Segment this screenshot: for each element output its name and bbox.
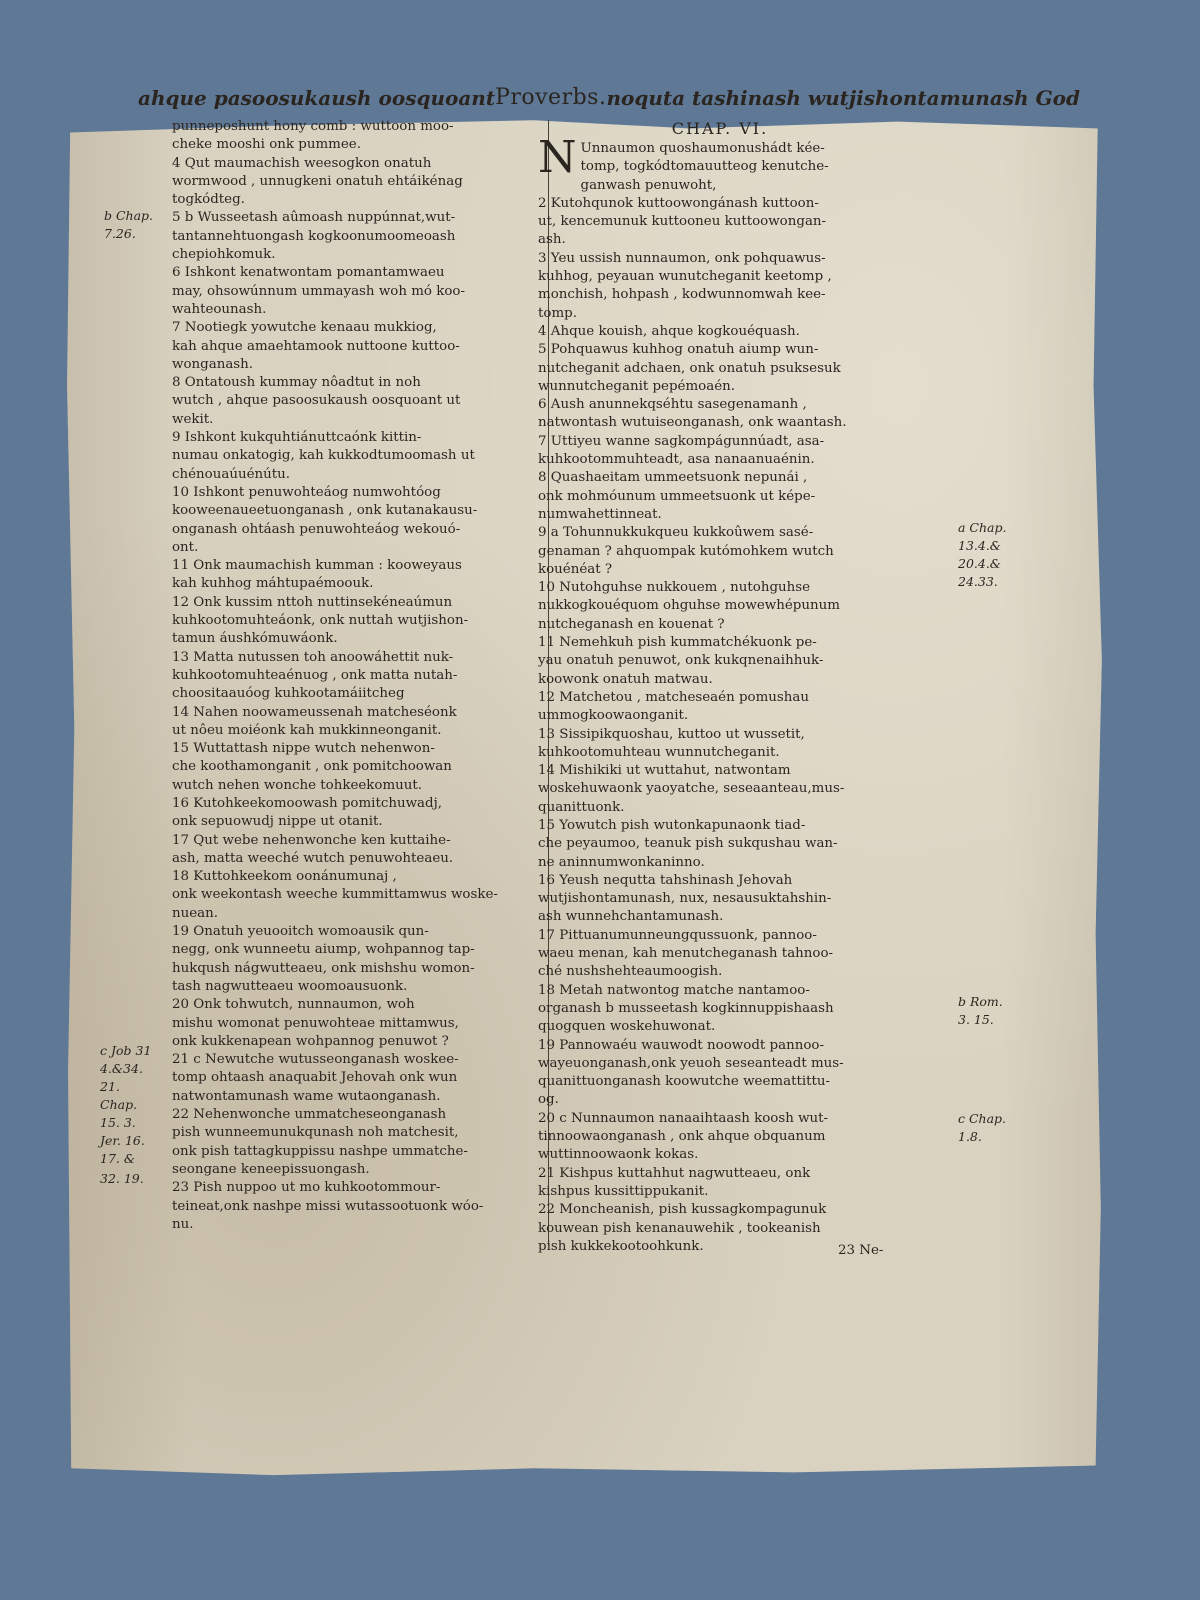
text-line: 7 Nootiegk yowutche kenaau mukkiog, [172,320,437,336]
text-line: 11 Onk maumachish kumman : kooweyaus [172,558,462,574]
text-line: tash nagwutteaeu woomoausuonk. [172,978,408,994]
text-line: 15 Wuttattash nippe wutch nehenwon- [172,741,435,757]
text-line: onk kukkenapean wohpannog penuwot ? [172,1033,449,1049]
text-line: natwontamunash wame wutaonganash. [172,1088,441,1104]
margin-note: 21. [100,1079,120,1094]
margin-note: 13.4.& [958,538,1001,553]
text-line: numau onkatogig, kah kukkodtumoomash ut [172,448,475,464]
text-line: 4 Ahque kouish, ahque kogkouéquash. [538,323,800,339]
text-line: punneposhunt hony comb : wuttoon moo- [172,119,454,134]
text-line: 19 Onatuh yeuooitch womoausik qun- [172,924,429,940]
text-line: woskehuwaonk yaoyatche, seseaanteau,mus- [538,781,845,797]
text-line: ash wunnehchantamunash. [538,909,724,925]
header-book-title: Proverbs. [495,85,607,110]
text-line: natwontash wutuiseonganash, onk waantash. [538,415,847,431]
text-line: kooweenaueetuonganash , onk kutanakausu- [172,503,478,519]
margin-note: c Job 31 [100,1043,152,1058]
text-line: kuhkootomuhteau wunnutcheganit. [538,744,780,760]
running-header [138,78,1080,110]
text-line: negg, onk wunneetu aiump, wohpannog tap- [172,942,475,958]
text-line: koowonk onatuh matwau. [538,671,713,687]
text-line: cheke mooshi onk pummee. [172,137,361,153]
text-line: wuttinnoowaonk kokas. [538,1147,699,1163]
text-line: 21 c Newutche wutusseonganash woskee- [172,1052,459,1068]
text-line: 8 Ontatoush kummay nôadtut in noh [172,375,421,391]
text-line: 21 Kishpus kuttahhut nagwutteaeu, onk [538,1165,811,1181]
text-line: seongane keneepissuongash. [172,1161,370,1177]
text-line: ummogkoowaonganit. [538,708,689,724]
margin-note: 3. 15. [958,1012,994,1027]
text-line: togkódteg. [172,192,245,208]
text-line: 5 Pohquawus kuhhog onatuh aiump wun- [538,342,819,358]
text-line: nutcheganash en kouenat ? [538,616,725,632]
text-line: nutcheganit adchaen, onk onatuh psuksesuk [538,360,841,376]
text-line: 17 Pittuanumunneungqussuonk, pannoo- [538,927,817,943]
text-line: onk sepuowudj nippe ut otanit. [172,814,383,830]
text-line-content: Unnaumon quoshaumonushádt kée- [580,141,825,156]
left-column [172,118,538,1234]
text-line: ash. [538,232,566,248]
text-line: tamun áushkómuwáonk. [172,631,338,647]
header-right: noquta tashinash wutjishontamunash God [606,86,1080,110]
drop-cap: N [538,132,577,183]
text-line: 14 Mishikiki ut wuttahut, natwontam [538,763,791,779]
margin-note: Chap. [100,1097,138,1112]
text-line: nu. [172,1216,194,1232]
text-line: 17 Qut webe nehenwonche ken kuttaihe- [172,832,451,848]
text-line: may, ohsowúnnum ummayash woh mó koo- [172,283,465,299]
text-line: 7 Uttiyeu wanne sagkompágunnúadt, asa- [538,433,825,449]
text-line: kouwean pish kenanauwehik , tookeanish [538,1220,821,1236]
text-line: kuhhog, peyauan wunutcheganit keetomp , [538,269,832,285]
text-line: onk mohmóunum ummeetsuonk ut képe- [538,488,816,504]
text-line: 8 Quashaeitam ummeetsuonk nepunái , [538,470,808,486]
text-line: pish wunneemunukqunash noh matchesit, [172,1125,459,1141]
margin-note: b Chap. [104,208,154,223]
text-line: 6 Ishkont kenatwontam pomantamwaeu [172,265,445,281]
text-line: 3 Yeu ussish nunnaumon, onk pohquawus- [538,250,826,266]
margin-note: 7.26. [104,226,136,241]
text-line: 15 Yowutch pish wutonkapunaonk tiad- [538,817,806,833]
text-line: ne aninnumwonkaninno. [538,854,705,870]
text-line: kuhkootomuhteaénuog , onk matta nutah- [172,667,458,683]
text-line: teineat,onk nashpe missi wutassootuonk wóo- [172,1198,484,1214]
text-line: hukqush nágwutteaeu, onk mishshu womon- [172,960,475,976]
text-line: ché nushshehteaumoogish. [538,964,723,980]
text-line: ont. [172,539,199,555]
text-line: kuhkootommuhteadt, asa nanaanuaénin. [538,452,815,468]
text-line: 10 Ishkont penuwohteáog numwohtóog [172,484,441,500]
margin-note: 32. 19. [100,1171,144,1186]
text-line: ut nôeu moiéonk kah mukkinneonganit. [172,722,442,738]
text-line: yau onatuh penuwot, onk kukqnenaihhuk- [538,653,824,669]
text-line: 16 Yeush nequtta tahshinash Jehovah [538,872,793,888]
margin-note: 4.&34. [100,1061,143,1076]
text-line: 4 Qut maumachish weesogkon onatuh [172,155,432,171]
text-line: waeu menan, kah menutcheganash tahnoo- [538,946,834,962]
margin-note: a Chap. [958,520,1007,535]
text-line: 14 Nahen noowameussenah matcheséonk [172,704,457,720]
text-line: tantannehtuongash kogkoonumoomeoash [172,228,456,244]
margin-note: Jer. 16. [100,1133,145,1148]
text-line: 22 Nehenwonche ummatcheseonganash [172,1107,447,1123]
text-line: ut, kencemunuk kuttooneu kuttoowongan- [538,214,827,230]
text-line: wayeuonganash,onk yeuoh seseanteadt mus- [538,1055,844,1071]
text-line: quogquen woskehuwonat. [538,1019,716,1035]
right-column [538,118,902,1256]
text-line: choositaauóog kuhkootamáiitcheg [172,686,405,702]
margin-note: 24.33. [958,574,998,589]
text-line: wekit. [172,411,214,427]
text-line: onk pish tattagkuppissu nashpe ummatche- [172,1143,468,1159]
text-line: nukkogkouéquom ohguhse mowewhépunum [538,598,840,614]
text-line: kah ahque amaehtamook nuttoone kuttoo- [172,338,460,354]
text-line: quanittuonk. [538,799,625,815]
text-line: monchish, hohpash , kodwunnomwah kee- [538,287,826,303]
text-line: pish kukkekootoohkunk. [538,1238,704,1254]
text-line: chénouaúuénútu. [172,466,291,482]
text-line: wunnutcheganit pepémoaén. [538,378,736,394]
text-line: 12 Matchetou , matcheseaén pomushau [538,689,810,705]
text-line: onk weekontash weeche kummittamwus woske- [172,887,498,903]
text-line: 11 Nemehkuh pish kummatchékuonk pe- [538,635,817,651]
text-line: kah kuhhog máhtupaémoouk. [172,576,374,592]
text-line: kishpus kussittippukanit. [538,1183,709,1199]
text-line: quanittuonganash koowutche weemattittu- [538,1074,831,1090]
text-line: ash, matta weeché wutch penuwohteaeu. [172,850,454,866]
text-line: 9 a Tohunnukkukqueu kukkoûwem sasé- [538,525,814,541]
header-left: ahque pasoosukaush oosquoant [138,86,496,110]
text-line: wonganash. [172,356,254,372]
margin-note: 20.4.& [958,556,1001,571]
text-line: onganash ohtáash penuwohteáog wekouó- [172,521,461,537]
chapter-title: CHAP. VI. [671,119,769,138]
text-line: chepiohkomuk. [172,247,276,263]
text-line: 5 b Wusseetash aûmoash nuppúnnat,wut- [172,210,456,226]
text-line: 12 Onk kussim nttoh nuttinsekéneaúmun [172,594,453,610]
margin-note: 15. 3. [100,1115,136,1130]
text-line: 19 Pannowaéu wauwodt noowodt pannoo- [538,1037,824,1053]
margin-note: b Rom. [958,994,1003,1009]
text-line: organash b musseetash kogkinnuppishaash [538,1000,834,1016]
catchword: 23 Ne- [838,1243,884,1258]
text-line: genaman ? ahquompak kutómohkem wutch [538,543,834,559]
text-line: numwahettinneat. [538,506,662,522]
text-line: 20 c Nunnaumon nanaaihtaash koosh wut- [538,1110,829,1126]
text-line: 9 Ishkont kukquhtiánuttcaónk kittin- [172,430,422,446]
text-line: 13 Matta nutussen toh anoowáhettit nuk- [172,649,454,665]
text-line: og. [538,1092,559,1108]
text-line: 18 Metah natwontog matche nantamoo- [538,982,810,998]
text-line: 22 Moncheanish, pish kussagkompagunuk [538,1202,827,1218]
text-line: mishu womonat penuwohteae mittamwus, [172,1015,459,1031]
text-line: 13 Sissipikquoshau, kuttoo ut wussetit, [538,726,805,742]
text-line: 23 Pish nuppoo ut mo kuhkootommour- [172,1180,441,1196]
text-line: 2 Kutohqunok kuttoowongánash kuttoon- [538,195,819,211]
text-line: 6 Aush anunnekqséhtu sasegenamanh , [538,397,807,413]
text-line: tomp, togkódtomauutteog kenutche- [580,159,829,175]
text-line: tomp. [538,305,577,321]
text-line: kuhkootomuhteáonk, onk nuttah wutjishon- [172,613,469,629]
text-line: 16 Kutohkeekomoowash pomitchuwadj, [172,795,443,811]
margin-note: 1.8. [958,1129,982,1144]
text-line: 20 Onk tohwutch, nunnaumon, woh [172,997,415,1013]
text-line: tinnoowaonganash , onk ahque obquanum [538,1129,826,1145]
text-line: wahteounash. [172,301,267,317]
margin-note: c Chap. [958,1111,1007,1126]
text-line: che koothamonganit , onk pomitchoowan [172,759,452,775]
text-line: kouénéat ? [538,561,613,577]
text-line: nuean. [172,905,219,921]
text-line: 10 Nutohguhse nukkouem , nutohguhse [538,580,811,596]
text-line: 18 Kuttohkeekom oonánumunaj , [172,869,397,885]
margin-note: 17. & [100,1151,135,1166]
text-line: tomp ohtaash anaquabit Jehovah onk wun [172,1070,458,1086]
text-line: wormwood , unnugkeni onatuh ehtáikénag [172,173,463,189]
text-line: wutch nehen wonche tohkeekomuut. [172,777,423,793]
text-line: wutch , ahque pasoosukaush oosquoant ut [172,393,461,409]
text-line: wutjishontamunash, nux, nesausuktahshin- [538,891,832,907]
text-line: che peyaumoo, teanuk pish sukqushau wan- [538,836,838,852]
text-line: ganwash penuwoht, [580,177,717,193]
